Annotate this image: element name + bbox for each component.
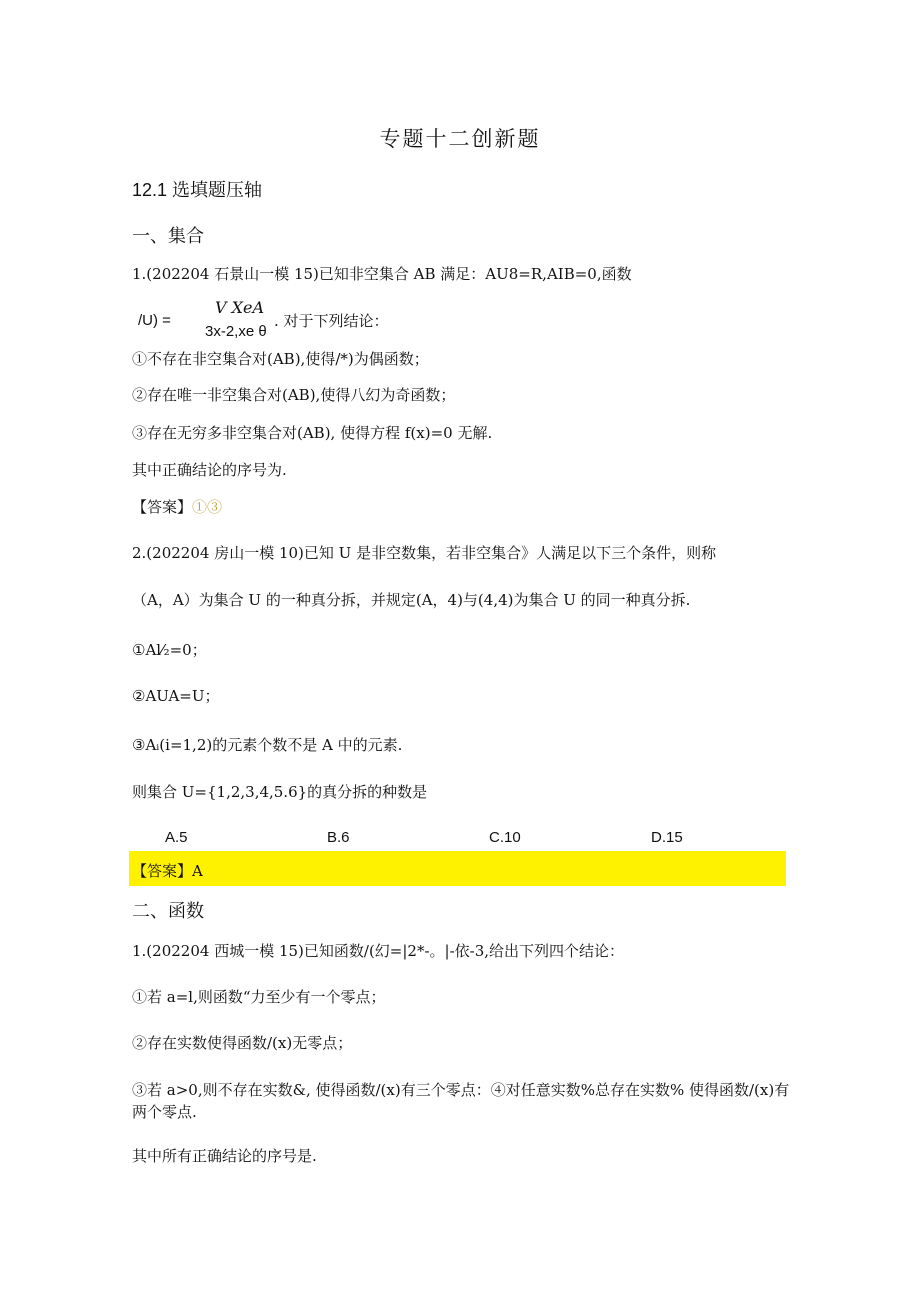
q2-option-a: A.5 — [165, 829, 188, 846]
q2-stem-2: （A，A）为集合 U 的一种真分拆，并规定(A，4)与(4,4)为集合 U 的同一种真分拆. — [132, 591, 691, 609]
q2-option-c: C.10 — [489, 829, 521, 846]
section-heading-sets: 一、集合 — [132, 226, 204, 247]
q1-function-label: /U) = — [138, 312, 171, 329]
q1-answer — [132, 497, 222, 517]
q1-piece-bottom: 3x-2,xe θ — [205, 323, 267, 340]
section-heading-functions: 二、函数 — [132, 901, 204, 922]
q3-conclusion-3: ③若 a>0,则不存在实数&, 使得函数/(x)有三个零点：④对任意实数%总存在实数% 使得函数/(x)有 — [132, 1081, 790, 1099]
q2-option-b: B.6 — [327, 829, 350, 846]
q1-answer-value: ①③ — [192, 498, 223, 516]
q1-ask: 其中正确结论的序号为. — [132, 461, 287, 479]
q1-conclusion-1: ①不存在非空集合对(AB),使得/*)为偶函数； — [132, 350, 429, 368]
q2-ask: 则集合 U={1,2,3,4,5.6}的真分拆的种数是 — [132, 783, 428, 801]
q1-function-tail: . 对于下列结论： — [274, 312, 389, 330]
page-title: 专题十二创新题 — [379, 127, 541, 151]
q3-conclusion-2: ②存在实数使得函数/(x)无零点； — [132, 1034, 353, 1052]
q2-option-d: D.15 — [651, 829, 683, 846]
q2-answer: 【答案】A — [132, 862, 203, 880]
q2-stem: 2.(202204 房山一模 10)已知 U 是非空数集，若非空集合》人满足以下三个条件，则称 — [132, 544, 717, 562]
q1-answer-label: 【答案】 — [132, 498, 193, 516]
q3-conclusion-3-cont: 两个零点. — [132, 1103, 197, 1121]
answer-highlight — [129, 851, 786, 886]
q2-condition-3: ③Aᵢ(i=1,2)的元素个数不是 A 中的元素. — [132, 736, 403, 754]
q1-conclusion-3: ③存在无穷多非空集合对(AB), 使得方程 f(x)=0 无解. — [132, 424, 493, 442]
q3-conclusion-1: ①若 a=l,则函数“力至少有一个零点； — [132, 988, 386, 1006]
q2-condition-1: ①Al⁄₂=0； — [132, 641, 207, 659]
q1-conclusion-2: ②存在唯一非空集合对(AB),使得八幻为奇函数； — [132, 386, 456, 404]
q3-stem: 1.(202204 西城一模 15)已知函数/(幻=|2*-。|-依-3,给出下列四个结论： — [132, 942, 625, 960]
q1-piece-top: V XeA — [215, 298, 265, 317]
q1-stem: 1.(202204 石景山一模 15)已知非空集合 AB 满足：AU8=R,AIB=0,函数 — [132, 265, 632, 283]
q2-condition-2: ②AUA=U； — [132, 687, 220, 705]
section-subtitle: 12.1 选填题压轴 — [132, 180, 263, 200]
q3-ask: 其中所有正确结论的序号是. — [132, 1147, 317, 1165]
